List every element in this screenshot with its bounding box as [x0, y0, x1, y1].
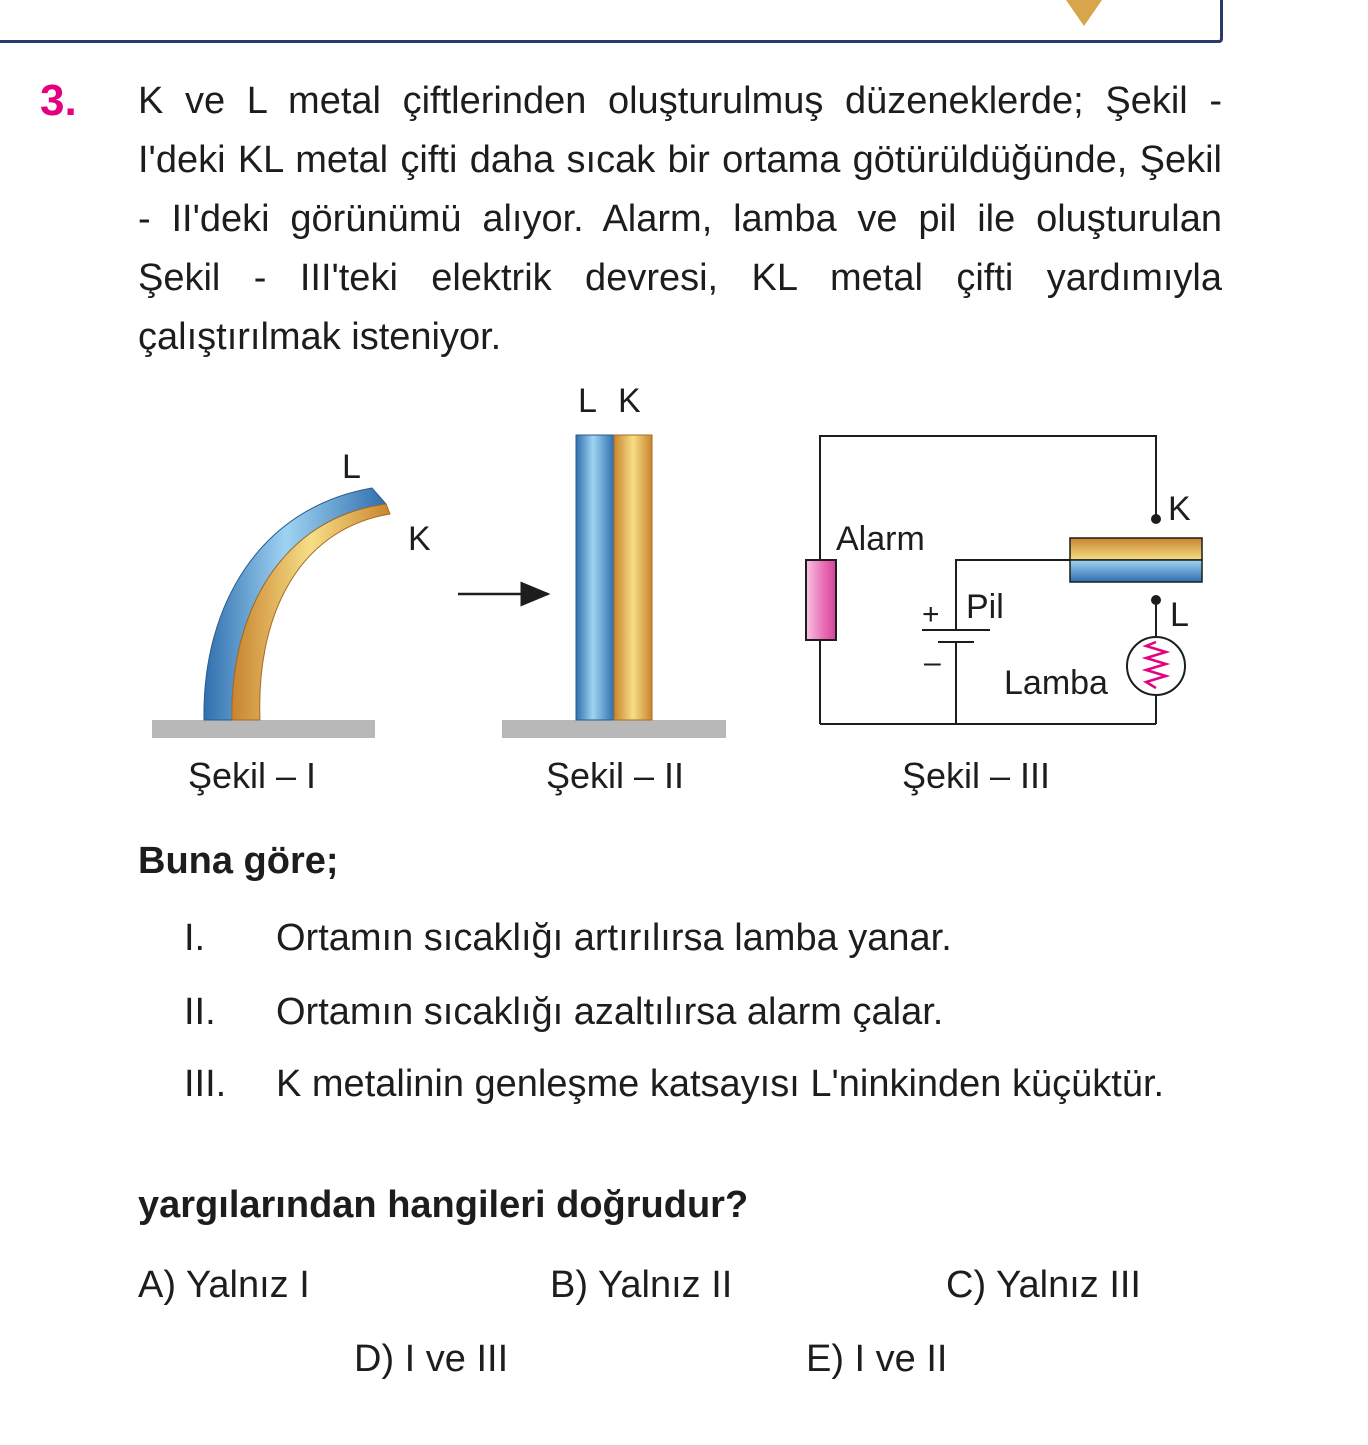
decorative-arrow-icon — [1064, 0, 1104, 28]
contact-K-label: K — [1168, 490, 1191, 528]
previous-question-frame — [0, 0, 1223, 43]
fig1-base — [152, 720, 375, 738]
bimetal-metal-K-layer — [1070, 538, 1202, 560]
figure-1 — [152, 448, 431, 796]
contact-K-dot — [1151, 514, 1161, 524]
alarm-label: Alarm — [836, 520, 925, 558]
battery-minus-sign: – — [924, 646, 941, 679]
option-e[interactable]: E) I ve II — [806, 1338, 948, 1380]
battery-label: Pil — [966, 588, 1004, 626]
fig2-label-K: K — [618, 382, 641, 420]
fig1-label-L: L — [342, 448, 361, 486]
fig1-caption: Şekil – I — [188, 755, 317, 796]
figure-2 — [502, 382, 726, 796]
question-text: K ve L metal çiftlerinden oluşturulmuş düzeneklerde; Şekil - I'deki KL metal çifti daha sıcak bir ortama götürüldüğünde, Şekil - II'deki görünümü alıyor. Alarm, lamba ve pil ile oluşturulan Şekil - III'teki elektrik devresi, KL metal çifti yardımıyla çalıştırılmak isteniyor. — [138, 80, 1222, 358]
contact-L-dot — [1151, 595, 1161, 605]
contact-L-label: L — [1170, 596, 1189, 634]
battery-plus-sign: + — [922, 598, 940, 631]
fig1-metal-K-strip — [232, 504, 390, 720]
statement-number: III. — [184, 1063, 227, 1105]
fig2-base — [502, 720, 726, 738]
fig3-caption: Şekil – III — [902, 755, 1051, 796]
lamp-label: Lamba — [1004, 664, 1108, 702]
figures — [140, 378, 1220, 808]
fig2-caption: Şekil – II — [546, 755, 685, 796]
alarm-box — [806, 560, 836, 640]
statement-number: II. — [184, 991, 216, 1033]
statement-text: K metalinin genleşme katsayısı L'ninkinden küçüktür. — [276, 1063, 1165, 1105]
statement-text: Ortamın sıcaklığı azaltılırsa alarm çalar. — [276, 991, 944, 1033]
fig2-metal-K-strip — [614, 435, 652, 720]
fig1-label-K: K — [408, 520, 431, 558]
fig2-metal-L-strip — [576, 435, 614, 720]
question-ask: yargılarından hangileri doğrudur? — [138, 1184, 749, 1226]
option-d[interactable]: D) I ve III — [354, 1338, 509, 1380]
statement-text: Ortamın sıcaklığı artırılırsa lamba yanar. — [276, 917, 952, 959]
option-a[interactable]: A) Yalnız I — [138, 1264, 310, 1306]
statement-number: I. — [184, 917, 206, 959]
lead-in: Buna göre; — [138, 840, 339, 882]
fig2-label-L: L — [578, 382, 597, 420]
option-c[interactable]: C) Yalnız III — [946, 1264, 1141, 1306]
question-number: 3. — [40, 76, 77, 125]
option-b[interactable]: B) Yalnız II — [550, 1264, 733, 1306]
figure-3 — [806, 490, 1202, 796]
bimetal-metal-L-layer — [1070, 560, 1202, 582]
